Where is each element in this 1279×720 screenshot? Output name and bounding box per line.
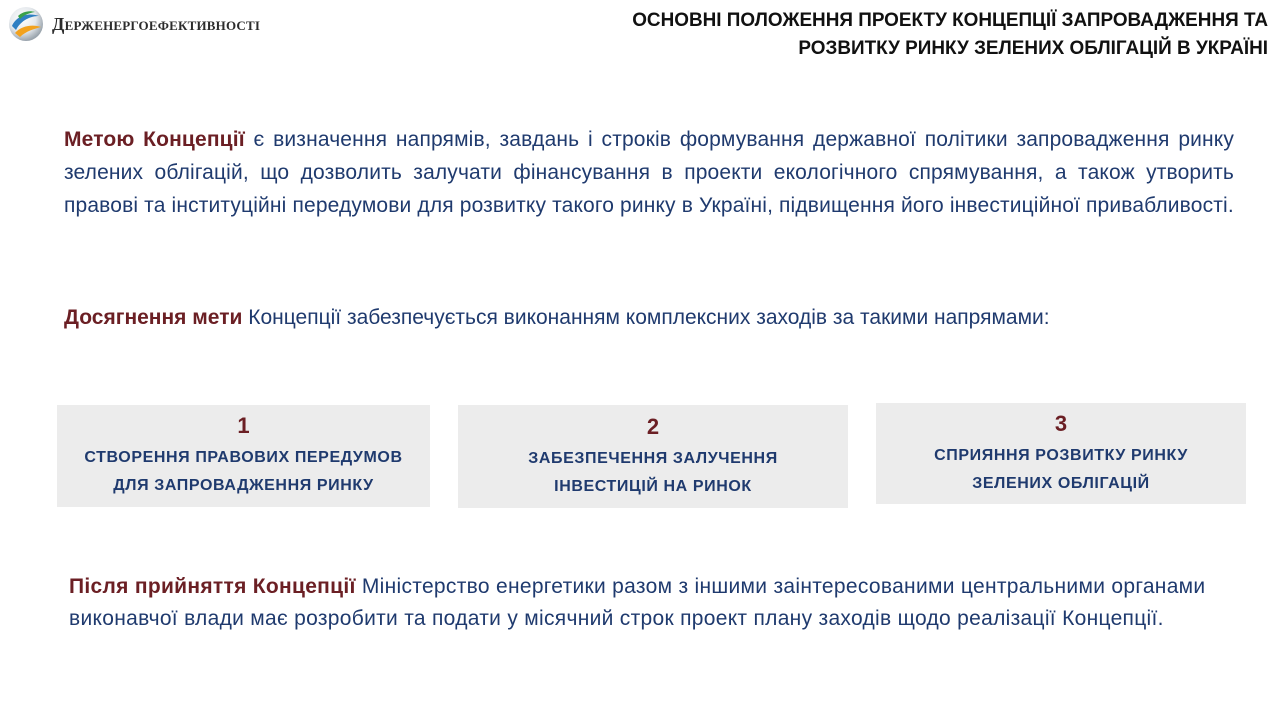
page-title-line-1: ОСНОВНІ ПОЛОЖЕННЯ ПРОЕКТУ КОНЦЕПЦІЇ ЗАПРОВАДЖЕННЯ ТА [632, 9, 1268, 31]
globe-swirl-icon [6, 4, 46, 44]
achievement-text: Концепції забезпечується виконанням комплексних заходів за такими напрямами: [242, 306, 1050, 329]
direction-box-3 [876, 403, 1246, 504]
after-adoption-paragraph [69, 571, 1244, 635]
goal-text: є визначення напрямів, завдань і строків формування державної політики запровадження ринку зелених облігацій, що дозволить залучати фінансування в проекти екологічного спрямування, а також утворить правові та інституційні передумови для розвитку такого ринку в Україні, підвищення його інвестиційної привабливості. [64, 128, 1234, 217]
direction-number: 3 [1054, 410, 1068, 436]
page-title [570, 6, 1268, 62]
achievement-paragraph [64, 303, 1254, 333]
direction-number: 2 [646, 413, 660, 439]
goal-lead: Метою Концепції [64, 128, 245, 151]
direction-label: ЗАБЕЗПЕЧЕННЯ ЗАЛУЧЕННЯ ІНВЕСТИЦІЙ НА РИНОК [528, 449, 778, 495]
page-title-line-2: РОЗВИТКУ РИНКУ ЗЕЛЕНИХ ОБЛІГАЦІЙ В УКРАЇНІ [798, 37, 1268, 59]
direction-label: СПРИЯННЯ РОЗВИТКУ РИНКУ ЗЕЛЕНИХ ОБЛІГАЦІЙ [934, 446, 1188, 492]
logo-text: Держенергоефективності [52, 13, 261, 34]
direction-number: 1 [237, 413, 250, 438]
direction-label: СТВОРЕННЯ ПРАВОВИХ ПЕРЕДУМОВ ДЛЯ ЗАПРОВАДЖЕННЯ РИНКУ [84, 449, 403, 494]
direction-box-2 [458, 405, 848, 508]
after-lead: Після прийняття Концепції [69, 575, 356, 598]
goal-paragraph [64, 123, 1234, 222]
after-text: Міністерство енергетики разом з іншими заінтересованими центральними органами виконавчої влади має розробити та подати у місячний строк проект плану заходів щодо реалізації Концепції. [69, 575, 1206, 630]
logo [6, 4, 260, 44]
achievement-lead: Досягнення мети [64, 306, 243, 329]
direction-box-1 [57, 405, 430, 507]
